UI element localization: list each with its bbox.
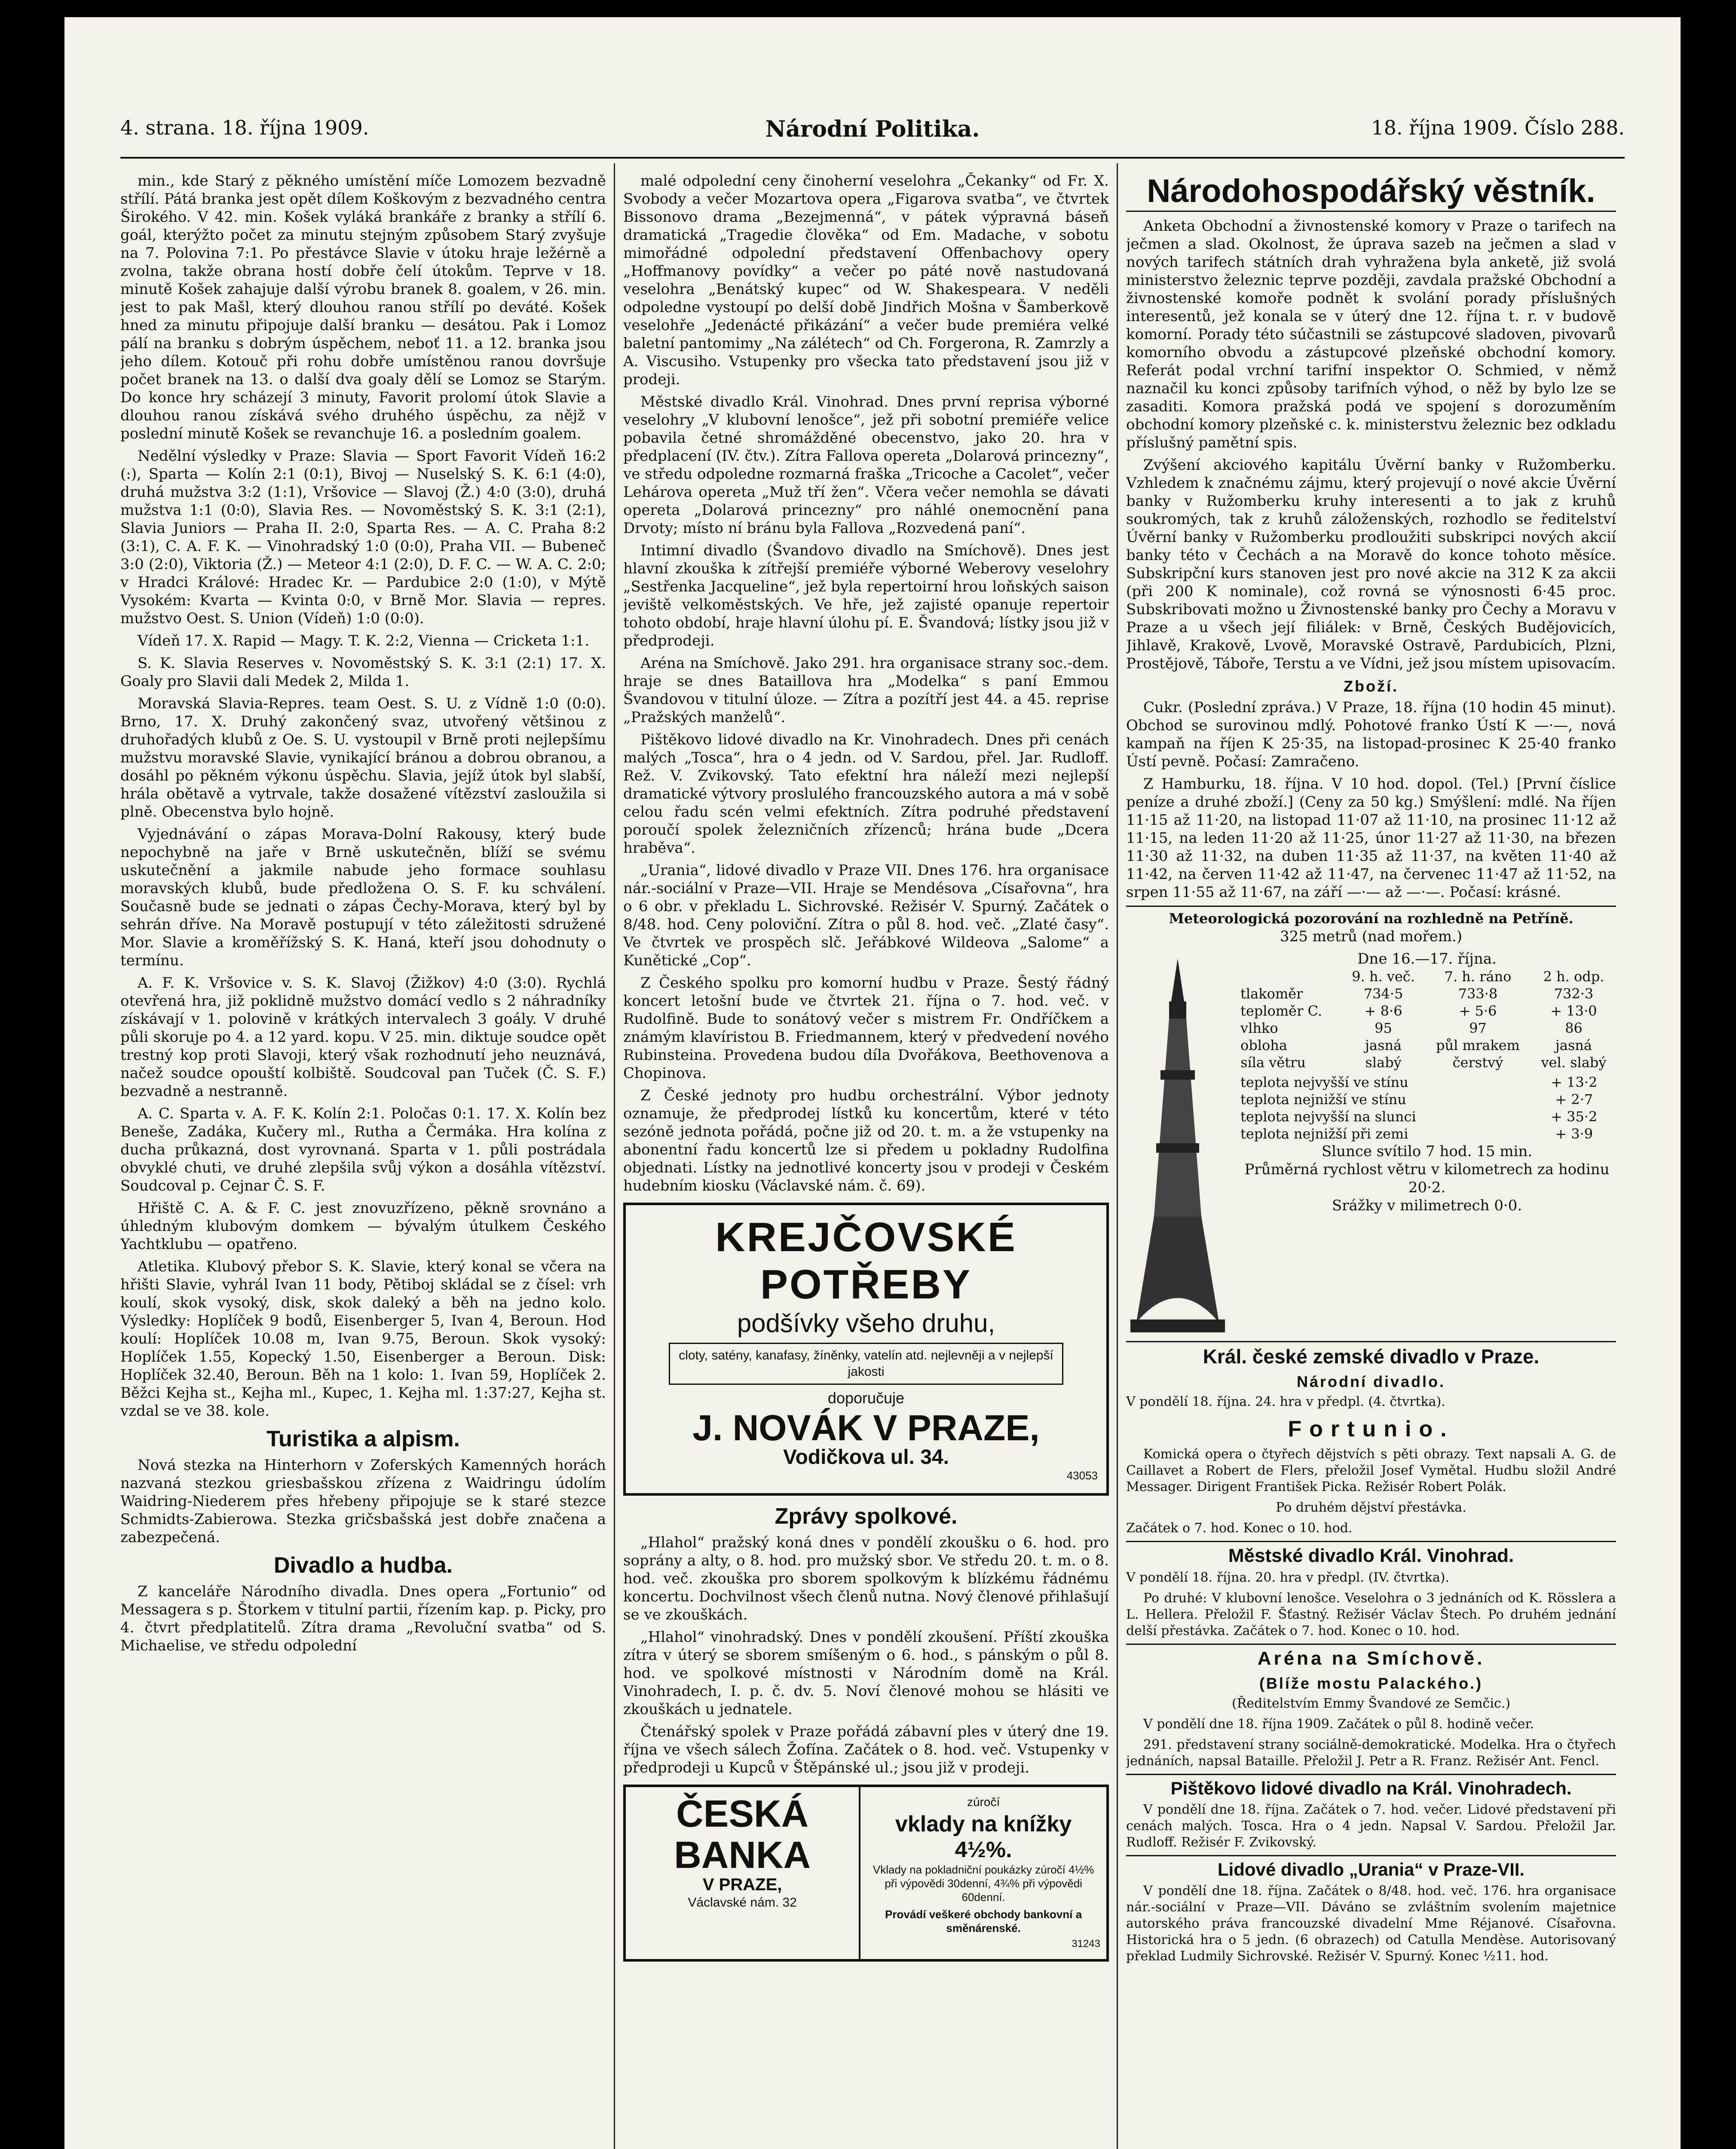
- theatre-title: Aréna na Smíchově.: [1257, 1648, 1485, 1669]
- bank-name-block: [626, 1787, 860, 1959]
- table-row: [1238, 985, 1616, 1002]
- theatre-line: V pondělí dne 18. října 1909. Začátek o půl 8. hodině večer.: [1143, 1717, 1534, 1732]
- weather-subtitle: 325 metrů (nad mořem.): [1280, 928, 1463, 945]
- article-paragraph: „Hlahol“ pražský koná dnes v pondělí zkoušku o 6. hod. pro soprány a alty, o 8. hod. pro mužský sbor. Ve středu 20. t. m. o 8. hod. več. zkouška pro sborem spolkovým k blízkému řádnému koncertu. Dochvilnost všech členů nutna. Nový členové přihlašují se ve zkouškách.: [623, 1534, 1109, 1623]
- table-row: [1238, 1019, 1616, 1037]
- row-label: vlhko: [1240, 1020, 1278, 1036]
- header-left: 4. strana. 18. října 1909.: [120, 116, 369, 139]
- cell: slabý: [1365, 1054, 1402, 1071]
- theatre-line: Po druhé: V klubovní lenošce. Veselohra o 3 jednáních od K. Rösslera a L. Hellera. Přeložil F. Šťastný. Režisér Václav Štech. Po druhém jednání delší přestávka. Začátek o 7. hod. Konec o 10. hod.: [1126, 1591, 1616, 1638]
- theatre-block: [1126, 1345, 1616, 1537]
- row-label: teplota nejvyšší na slunci: [1240, 1108, 1416, 1125]
- theatre-block: [1126, 1644, 1616, 1769]
- weather-body: [1126, 950, 1616, 1337]
- article-paragraph: Městské divadlo Král. Vinohrad. Dnes první reprisa výborné veselohry „V klubovní lenošce“, jež při sobotní premiéře velice pobavila četné shromážděné obecenstvo, jako 20. hra v předplacení (IV. čtv.). Zítra Fallova opereta „Dolarová princezny“, ve středu odpoledne rozmarná fraška „Tricoche a Cacolet“, večer Lehárova opereta „Muž tří žen“. Včera večer nemohla se dávati opereta „Dolarová princezny“ pro náhlé onemocnění pana Drvoty; místo ní bránu byla Fallova „Rozvedená paní“.: [623, 393, 1109, 537]
- article-paragraph: Nedělní výsledky v Praze: Slavia — Sport Favorit Vídeň 16:2 (:), Sparta — Kolín 2:1 (0:1), Bivoj — Nuselský S. K. 6:1 (4:0), druhá mužstva 3:2 (1:1), Vršovice — Slavoj (Ž.) 4:0 (3:0), druhá mužstva 1:1 (0:0), Slavia Res. — Novoměstský S. K. 3:1 (2:1), Slavia Juniors — Praha II. 2:0, Sparta Res. — A. C. Praha 8:2 (3:1), C. A. F. K. — Vinohradský 1:0 (0:0), Praha VII. — Bubeneč 3:0 (2:0), Viktoria (Ž.) — Meteor 4:1 (2:0), D. F. C. — W. A. C. 2:0; v Hradci Králové: Hradec Kr. — Pardubice 2:0 (1:0), v Mýtě Vysokém: Kvarta — Kvinta 0:0, v Brně Mor. Slavia — repres. mužstvo Oest. S. Union (Vídeň) 1:0 (0:0).: [120, 447, 606, 627]
- bank-name: BANKA: [674, 1834, 811, 1876]
- row-label: síla větru: [1240, 1054, 1306, 1071]
- weather-note: Průměrná rychlost větru v kilometrech za hodinu 20·2.: [1244, 1161, 1610, 1196]
- section-heading: Divadlo a hudba.: [273, 1553, 453, 1578]
- article-paragraph: Z kanceláře Národního divadla. Dnes opera „Fortunio“ od Messagera s p. Štorkem v titulní partii, řízením kap. p. Picky, pro 4. čtvrt předplatitelů. Zítra drama „Revoluční svatba“ od S. Michaelise, ve středu odpolední: [120, 1583, 606, 1654]
- theatre-block: [1126, 1774, 1616, 1851]
- row-label: tlakoměr: [1240, 986, 1303, 1002]
- table-row: [1238, 1037, 1616, 1054]
- section-title: Národohospodářský věstník.: [1126, 172, 1616, 212]
- article-paragraph: Zvýšení akciového kapitálu Úvěrní banky v Ružomberku. Vzhledem k značnému zájmu, který projevují o nové akcie Úvěrní banky v Ružomberku kruhy interesenti a to jak z kruhů soukromých, tak z kruhů záloženských, rozhodlo se ředitelství Úvěrní banky v Ružomberku prodloužiti subskripci nových akcií banky této v Čechách a na Moravě do konce tohoto měsíce. Subskripční kurs stanoven jest pro nové akcie na 312 K za akcii (při 200 K nominale), což rovná se výnosnosti 6·45 proc. Subskribovati možno u Živnostenské banky pro Čechy a Moravu v Praze a u všech její filiálek: v Brně, Českých Budějovicích, Jihlavě, Krakově, Lvově, Moravské Ostravě, Pardubicích, Plzni, Prostějově, Táboře, Terstu a ve Vídni, jež jsou místem upisovacím.: [1126, 456, 1616, 672]
- weather-table: [1238, 968, 1616, 1071]
- article-paragraph: Z České jednoty pro hudbu orchestrální. Výbor jednoty oznamuje, že předprodej lístků ku koncertům, které v této sezóně jednota pořádá, počne již od 20. t. m. a že vstupenky na abonentní řadu koncertů lze si předem u pokladny Rudolfina objednati. Lístky na jednotlivé koncerty jsou v prodeji v Českém hudebním kiosku (Václavské nám. č. 69).: [623, 1087, 1109, 1194]
- article-paragraph: Moravská Slavia-Repres. team Oest. S. U. z Vídně 1:0 (0:0). Brno, 17. X. Druhý zakončený svaz, utvořený většinou z druhořadých klubů z Oe. S. U. vystoupil v Brně proti nejlepšímu mužstvu moravské Slavie, vynikající bránou a dobrou obranou, a dosáhl po pěkném výkonu úspěchu. Slavia, jejíž útok byl slabší, hrála obětavě a vytrvale, takže dosažené vítězství zasloužila si plně. Obecenstva bylo hojně.: [120, 695, 606, 820]
- column-theatre: [623, 172, 1109, 2149]
- theatre-title: Městské divadlo Král. Vinohrad.: [1228, 1545, 1514, 1566]
- article-paragraph: Pištěkovo lidové divadlo na Kr. Vinohradech. Dnes při cenách malých „Tosca“, hra o 4 jedn. od V. Sardou, přel. Jar. Rudloff. Rež. V. Zvikovský. Tato efektní hra náleží mezi nejlepší dramatické výtvory proslulého francouzského autora a má v sobě celou řadu scén velmi efektních. Zítra podruhé představení poroučí spolek železničních zřízenců; hrána bude „Dcera hraběva“.: [623, 731, 1109, 857]
- weather-col-header: 7. h. ráno: [1444, 968, 1512, 985]
- cell: 97: [1469, 1020, 1487, 1036]
- advertisement-bank: [623, 1785, 1109, 1962]
- column-sport: [120, 172, 606, 2149]
- bank-name: ČESKÁ: [676, 1792, 809, 1835]
- cell: 95: [1375, 1020, 1392, 1036]
- article-paragraph: „Urania“, lidové divadlo v Praze VII. Dnes 176. hra organisace nár.-sociální v Praze—VII. Hraje se Mendésova „Císařovna“, hra o 6 obr. v překladu L. Sichrovské. Režisér V. Spurný. Začátek o 8/48. hod. Ceny poloviční. Zítra o půl 8. hod. več. „Zlaté časy“. Ve čtvrtek ve prospěch slč. Jeřábkové Wildeova „Salome“ a Kunětické „Cop“.: [623, 862, 1109, 969]
- table-row: [1238, 1074, 1616, 1091]
- article-paragraph: Vyjednávání o zápas Morava-Dolní Rakousy, který bude nepochybně na jaře v Brně uskutečněn, blíží se svému uskutečnění a jakmile nabude jeho formace souhlasu moravských klubů, bude předložena O. S. F. ku schválení. Současně bude se jednati o zápas Čechy-Morava, který byl by sehrán dříve. Na Moravě postupují v této záležitosti sdružené Mor. Slavie a kroměřížský S. K. Haná, kteří jsou dohodnuty o termínu.: [120, 826, 606, 969]
- article-paragraph: Atletika. Klubový přebor S. K. Slavie, který konal se včera na hřišti Slavie, vyhrál Ivan 11 body, Pětiboj skládal se z čísel: vrh koulí, skok vysoký, disk, skok daleký a běh na jedno kolo. Výsledky: Hoplíček 9 bodů, Eisenberger 5, Ivan 4, Beroun. Hod koulí: Hoplíček 10.08 m, Ivan 9.75, Beroun. Skok vysoký: Hoplíček 1.55, Kopecký 1.50, Eisenberger a Beroun. Disk: Hoplíček 32.40, Beroun. Běh na 1 kolo: 1. Ivan 59, Hoplíček 2. Běžci Kejha st., Kejha ml., Kupec, 1. Kejha ml. 1:37:27, Kejha st. vzdal se ve 38. kole.: [120, 1258, 606, 1420]
- column-divider: [614, 163, 615, 2149]
- table-row: [1238, 1125, 1616, 1142]
- article-paragraph: Z Hamburku, 18. října. V 10 hod. dopol. (Tel.) [První číslice peníze a druhé zboží.] (Ceny za 50 kg.) Smýšlení: mdlé. Na říjen 11·15 až 11·20, na listopad 11·07 až 11·10, na prosinec 11·12 až 11·15, na leden 11·20 až 11·25, únor 11·27 až 11·30, na březen 11·30 až 11·32, na duben 11·35 až 11·37, na květen 11·40 až 11·42, na červen 11·42 až 11·47, na červenec 11·47 až 11·52, na srpen 11·55 až 11·67, na září —·— až —·—. Počasí: krásné.: [1126, 775, 1616, 901]
- theatre-line: V pondělí dne 18. října. Začátek o 8/48. hod. več. 176. hra organisace nár.-sociální v Praze—VII. Dáváno se zvláštním svolením majetnice autorského práva francouzské divadelní Mme Réjanové. Císařovna. Historická hra o 5 jedn. (6 obrazech) od Catulla Mendèse. Autorisovaný překlad Ludmily Sichrovské. Režisér V. Spurný. Konec ½11. hod.: [1126, 1883, 1616, 1964]
- row-label: teplota nejnižší ve stínu: [1240, 1091, 1406, 1108]
- theatre-subtitle: Národní divadlo.: [1296, 1373, 1446, 1390]
- theatre-line: 291. představení strany sociálně-demokratické. Modelka. Hra o čtyřech jednáních, napsal Bataille. Přeložil J. Petr a R. Franz. Režisér Ant. Fencl.: [1126, 1737, 1616, 1769]
- cell: 733·8: [1458, 986, 1498, 1002]
- theatre-title: Lidové divadlo „Urania“ v Praze-VII.: [1217, 1859, 1525, 1880]
- petrin-tower-image: [1126, 950, 1229, 1337]
- cell: půl mrakem: [1436, 1037, 1520, 1053]
- newspaper-page: [64, 17, 1681, 2149]
- advertisement-tailor: [623, 1203, 1109, 1496]
- header-right: 18. října 1909. Číslo 288.: [1371, 116, 1625, 139]
- article-paragraph: Vídeň 17. X. Rapid — Magy. T. K. 2:2, Vienna — Cricketa 1:1.: [138, 632, 589, 649]
- article-paragraph: malé odpolední ceny činoherní veselohra „Čekanky“ od Fr. X. Svobody a večer Mozartova opera „Figarova svatba“, ve čtvrtek Bissonovo drama „Bezejmenná“, v pátek výpravná báseň dramatická „Tragedie člověka“ od Em. Madache, v sobotu mimořádné odpolední představení Offenbachovy opery „Hoffmanovy povídky“ a večer po páté nově nastudovaná veselohra „Benátský kupec“ od W. Shakespeara. V neděli odpoledne vystoupí po delší době Jindřich Mošna v Šamberkově veselohře „Jedenácté přikázání“ a večer bude premiéra velké baletní pantomimy „Na zálétech“ od Ch. Forgerona, R. Zamrzly a A. Viscusiho. Vstupenky pro všecka tato představení jsou již v prodeji.: [623, 172, 1109, 388]
- article-paragraph: Cukr. (Poslední zpráva.) V Praze, 18. října (10 hodin 45 minut). Obchod se surovinou mdlý. Pohotové franko Ústí K —·—, nová kampaň na říjen K 25·35, na listopad-prosinec K 25·40 franko Ústí pevně. Počasí: Zamračeno.: [1126, 699, 1616, 770]
- theatre-title: Pištěkovo lidové divadlo na Král. Vinohradech.: [1170, 1778, 1572, 1798]
- theatre-listing: [1126, 1341, 1616, 1965]
- article-paragraph: Anketa Obchodní a živnostenské komory v Praze o tarifech na ječmen a slad. Okolnost, že úprava sazeb na ječmen a slad v nových tarifech státních drah vyhražena byla anketě, již svolá ministerstvo železnic teprve později, zavdala pražské Obchodní a živnostenské komoře podnět k svolání porady příslušných interesentů, jež konala se v úterý dne 12. října t. r. v budově komorní. Porady této súčastnili se zástupcové sladoven, pivovarů komorního obvodu a zástupcové plzeňské obchodní komory. Referát podal vrchní tarifní inspektor O. Schmied, v němž naznačil ku konci způsoby tarifních výhod, o něž by bylo lze se zasaditi. Komora pražská podá ve spojení s dorozuměním obchodní komory plzeňské c. k. ministerstvu železnic bez odkladu příslušný pamětní spis.: [1126, 217, 1616, 451]
- weather-note: Slunce svítilo 7 hod. 15 min.: [1321, 1143, 1533, 1160]
- theatre-line: V pondělí 18. října. 20. hra v předpl. (IV. čtvrtka).: [1126, 1570, 1449, 1585]
- theatre-line: V pondělí 18. října. 24. hra v předpl. (4. čtvrtka).: [1126, 1394, 1445, 1409]
- ad-number: 43053: [1066, 1469, 1098, 1482]
- weather-date: Dne 16.—17. října.: [1357, 950, 1497, 967]
- cell: + 8·6: [1364, 1003, 1402, 1019]
- ad-number: 31243: [1072, 1938, 1100, 1950]
- row-label: teplota nejvyšší ve stínu: [1240, 1074, 1408, 1090]
- cell: jasná: [1365, 1037, 1402, 1053]
- cell: + 35·2: [1551, 1108, 1598, 1125]
- theatre-subtitle: (Blíže mostu Palackého.): [1259, 1675, 1483, 1692]
- cell: vel. slabý: [1541, 1054, 1607, 1071]
- row-label: teplota nejnižší při zemi: [1240, 1126, 1408, 1142]
- row-label: obloha: [1240, 1037, 1287, 1053]
- ad-headline: KREJČOVSKÉ POTŘEBY: [715, 1214, 1017, 1307]
- cell: 86: [1565, 1020, 1583, 1036]
- section-heading: Zboží.: [1344, 677, 1399, 695]
- theatre-block: [1126, 1855, 1616, 1965]
- header-rule: [120, 157, 1625, 159]
- weather-note: Srážky v milimetrech 0·0.: [1332, 1197, 1522, 1214]
- table-row: [1238, 1108, 1616, 1125]
- article-paragraph: Nová stezka na Hinterhorn v Zoferských Kamenných horách nazvaná stezkou griesbašskou zřízena z Waidringu údolím Waidring-Niederem přes hřebeny připojuje se k staré stezce Schmidts-Zabierowa. Stezka gričsbašská jest dobře značena a zabezpečená.: [120, 1457, 606, 1546]
- row-label: teploměr C.: [1240, 1003, 1323, 1019]
- play-title: Fortunio.: [1288, 1417, 1454, 1442]
- weather-title: Meteorologická pozorování na rozhledně na Petříně.: [1169, 910, 1574, 927]
- bank-text: Vklady na pokladniční poukázky zúročí 4½% při výpovědi 30denní, 4¾% při výpovědi 60denní.: [873, 1863, 1094, 1904]
- bank-lead: zúročí: [967, 1795, 1000, 1809]
- article-paragraph: Hřiště C. A. & F. C. jest znovuzřízeno, pěkně srovnáno a úhledným klubovým domkem — bývalým útulkem Českého Yachtklubu — opatřeno.: [120, 1200, 606, 1253]
- section-heading: Zprávy spolkové.: [775, 1504, 958, 1529]
- cell: + 2·7: [1555, 1091, 1593, 1108]
- article-paragraph: A. F. K. Vršovice v. S. K. Slavoj (Žižkov) 4:0 (3:0). Rychlá otevřená hra, již poklidně mužstvo domácí vedlo s 2 náhradníky získávají v 1. polovině v krátkých intervalech 3 goály. V druhé půli skoruje po 4. a 12 yard. kopu. V 25. min. diktuje soudce opět trestný kop proti Slavoji, který však rozhodnutí jeho neuznává, načež soudce opouští kolbiště. Soudcoval pan Tuček (Č. S. F.) bezvadně a nestranně.: [120, 974, 606, 1100]
- table-row: [1238, 1091, 1616, 1108]
- table-row: [1238, 1002, 1616, 1019]
- ad-recommend: doporučuje: [827, 1389, 905, 1407]
- theatre-line: Komická opera o čtyřech dějstvích s pěti obrazy. Text napsali A. G. de Caillavet a Robert de Flers, přeložil Josef Vymětal. Hudbu složil André Messager. Dirigent František Picka. Režisér Robert Polák.: [1126, 1447, 1616, 1494]
- ad-subline: podšívky všeho druhu,: [737, 1309, 995, 1338]
- ad-address: Vodičkova ul. 34.: [783, 1446, 949, 1469]
- ad-detail: cloty, satény, kanafasy, žíněnky, vatelín atd. nejlevněji a v nejlepší jakosti: [669, 1343, 1063, 1385]
- article-paragraph: Intimní divadlo (Švandovo divadlo na Smíchově). Dnes jest hlavní zkouška k zítřejší premiéře výborné Weberovy veselohry „Sestřenka Jacqueline“, jež byla repertoirní hrou loňských saison jeviště velkoměstských. Ve hře, jež zajisté opanuje repertoir tohoto období, hraje hlavní úlohu pí. E. Švandová; lístky jsou již v předprodeji.: [623, 542, 1109, 649]
- ad-brand: J. NOVÁK V PRAZE,: [692, 1408, 1040, 1448]
- column-divider: [1117, 163, 1118, 2149]
- bank-rate: vklady na knížky 4½%.: [895, 1812, 1072, 1862]
- theatre-title: Král. české zemské divadlo v Praze.: [1203, 1345, 1540, 1368]
- cell: čerstvý: [1452, 1054, 1503, 1071]
- article-paragraph: min., kde Starý z pěkného umístění míče Lomozem bezvadně střílí. Pátá branka jest opět dílem Koškovým z bezvadného centra Širokého. V 42. min. Košek vyláká brankáře z branky a střílí 6. goál, kterýžto počet za minutu stejným způsobem Starý zvyšuje na 7. Polovina 7:1. Po přestávce Slavie v útoku hraje ležérně a zvolna, takže obrana hostí dobře čelí útokům. Teprve v 18. minutě Košek zahajuje další výrobu branek 8. goalem, v 26. min. jest to pak Mašl, který dlouhou ranou střílí po deváté. Košek hned za minutu připojuje další branku — desátou. Pak i Lomoz pálí na branku s dobrým úspěchem, neboť 11. a 12. branka jsou jeho dílem. Kotouč při rohu dobře umístěnou ranou dovršuje počet branek na 13. o další dva goaly dělí se Lomoz se Starým. Do konce hry scházejí 3 minuty, Favorit prolomí útok Slavie a dlouhou ranou získává svého druhého úspěchu, za nějž v poslední minutě Košek se revanchuje 16. a posledním goalem.: [120, 172, 606, 442]
- table-row: [1238, 1054, 1616, 1071]
- cell: + 5·6: [1459, 1003, 1497, 1019]
- cell: 732·3: [1554, 986, 1594, 1002]
- cell: jasná: [1555, 1037, 1592, 1053]
- article-paragraph: A. C. Sparta v. A. F. K. Kolín 2:1. Poločas 0:1. 17. X. Kolín bez Beneše, Zadáka, Kučery ml., Rutha a Čermáka. Hra kolína z ducha průkazná, dost vyrovnaná. Sparta v 1. půli postrádala obvyklé chuti, ve druhé zlepšila svůj výkon a dosáhla vítězství. Soudcoval p. Cejnar Č. S. F.: [120, 1105, 606, 1194]
- weather-report: [1126, 906, 1616, 1337]
- weather-extremes: [1238, 1074, 1616, 1142]
- article-paragraph: Čtenářský spolek v Praze pořádá zábavní ples v úterý dne 19. října ve všech sálech Žofína. Začátek o 8. hod. več. Vstupenky v předprodeji u Kupců v Štěpánské ul.; jsou již v prodeji.: [623, 1723, 1109, 1776]
- column-economy: [1126, 172, 1616, 2149]
- theatre-line: Po druhém dějství přestávka.: [1276, 1500, 1467, 1515]
- bank-address: Václavské nám. 32: [688, 1895, 797, 1910]
- theatre-block: [1126, 1541, 1616, 1639]
- article-paragraph: S. K. Slavia Reserves v. Novoměstský S. K. 3:1 (2:1) 17. X. Goaly pro Slavii dali Medek 2, Milda 1.: [120, 655, 606, 690]
- bank-text: Provádí veškeré obchody bankovní a směnárenské.: [885, 1908, 1082, 1935]
- theatre-line: (Ředitelstvím Emmy Švandové ze Semčic.): [1231, 1696, 1510, 1711]
- weather-col-header: 9. h. več.: [1352, 968, 1415, 985]
- weather-col-header: 2 h. odp.: [1543, 968, 1604, 985]
- cell: + 13·0: [1550, 1003, 1597, 1019]
- bank-offer: [860, 1787, 1106, 1959]
- cell: + 3·9: [1555, 1126, 1593, 1142]
- article-paragraph: Aréna na Smíchově. Jako 291. hra organisace strany soc.-dem. hraje se dnes Bataillova hra „Modelka“ s paní Emmou Švandovou v titulní úloze. — Zítra a pozítří jest 44. a 45. reprise „Pražských manželů“.: [623, 655, 1109, 726]
- section-heading: Turistika a alpism.: [266, 1427, 460, 1451]
- theatre-line: V pondělí dne 18. října. Začátek o 7. hod. večer. Lidové představení při cenách malých. Tosca. Hra o 4 jedn. Napsal V. Sardou. Přeložil Jar. Rudloff. Režisér F. Zvikovský.: [1126, 1802, 1616, 1850]
- article-paragraph: „Hlahol“ vinohradský. Dnes v pondělí zkoušení. Příští zkouška zítra v úterý se sborem smíšeným o 6. hod., s pánským o půl 8. hod. ve spolkové místnosti v Národním domě na Král. Vinohradech, I. p. č. dv. 5. Noví členové mohou se hlásiti ve zkouškách u jednatele.: [623, 1629, 1109, 1718]
- cell: 734·5: [1363, 986, 1403, 1002]
- article-paragraph: Z Českého spolku pro komorní hudbu v Praze. Šestý řádný koncert letošní bude ve čtvrtek 21. října o 7. hod. več. v Rudolfině. Bude to sonátový večer s mistrem Fr. Ondříčkem a známým klavíristou B. Friedmannem, který v předvedení nového Rubinsteina. Provedena budou díla Dvořákova, Beethovenova a Chopinova.: [623, 974, 1109, 1082]
- bank-city: V PRAZE,: [702, 1875, 782, 1894]
- masthead: Národní Politika.: [765, 116, 980, 142]
- theatre-line: Začátek o 7. hod. Konec o 10. hod.: [1126, 1521, 1353, 1536]
- cell: + 13·2: [1551, 1074, 1598, 1090]
- page-header: [120, 116, 1625, 150]
